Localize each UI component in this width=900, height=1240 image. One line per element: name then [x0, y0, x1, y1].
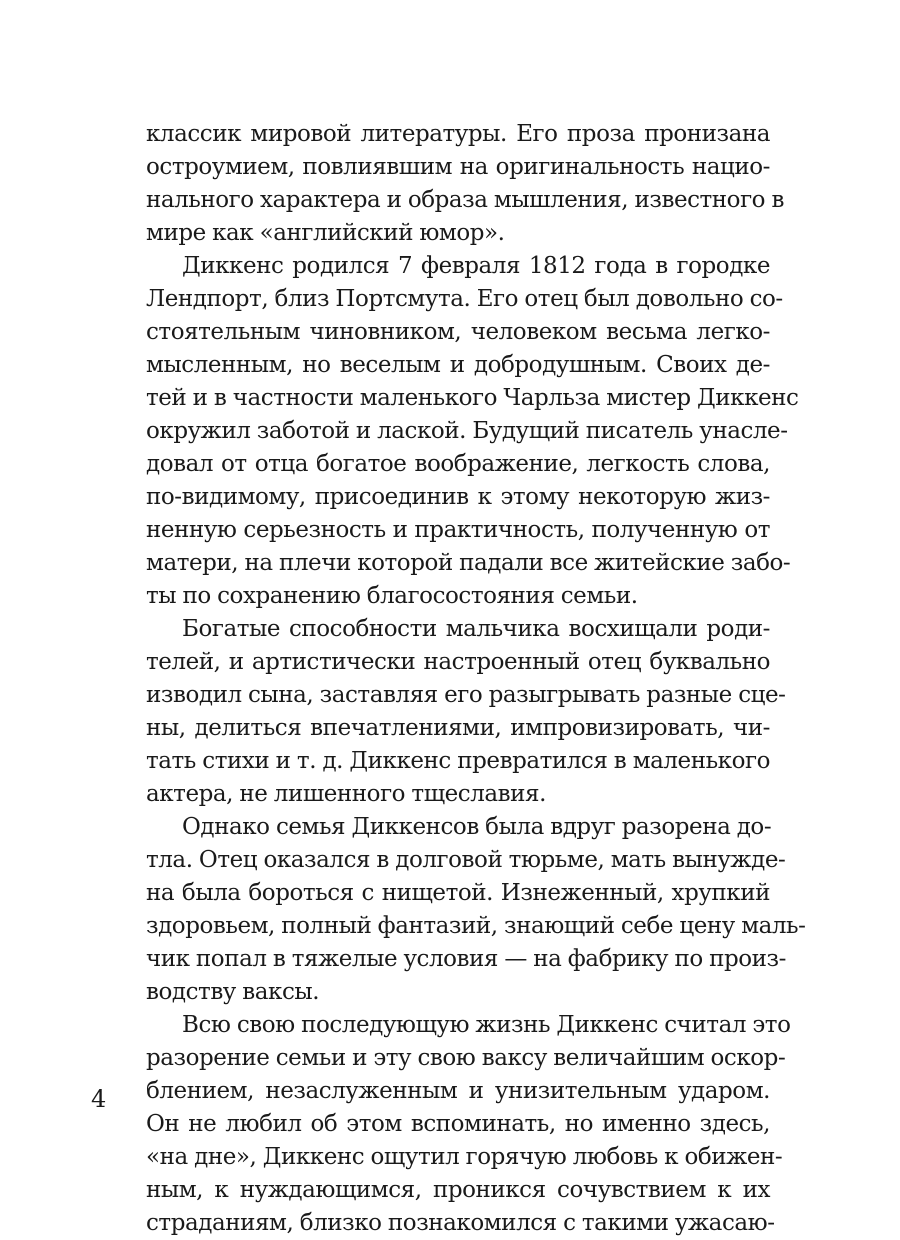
text-line: разорение семьи и эту свою ваксу величайшим оскор-	[146, 1045, 786, 1071]
text-line: нального характера и образа мышления, известного в	[146, 187, 784, 213]
text-line: чик попал в тяжелые условия — на фабрику по произ-	[146, 946, 786, 972]
text-line: блением, незаслуженным и унизительным ударом.	[146, 1078, 770, 1104]
text-line: здоровьем, полный фантазий, знающий себе цену маль-	[146, 913, 806, 939]
text-line: Он не любил об этом вспоминать, но именно здесь,	[146, 1111, 770, 1137]
text-line: мысленным, но веселым и добродушным. Своих де-	[146, 352, 770, 378]
text-line: ненную серьезность и практичность, полученную от	[146, 517, 770, 543]
text-line: на была бороться с нищетой. Изнеженный, хрупкий	[146, 880, 770, 906]
text-line: ны, делиться впечатлениями, импровизировать, чи-	[146, 715, 770, 741]
body-text	[146, 118, 806, 1240]
text-line: изводил сына, заставляя его разыгрывать разные сце-	[146, 682, 786, 708]
text-line: ным, к нуждающимся, проникся сочувствием к их	[146, 1177, 770, 1203]
text-line: страданиям, близко познакомился с такими ужасаю-	[146, 1210, 775, 1236]
text-line: тать стихи и т. д. Диккенс превратился в маленького	[146, 748, 770, 774]
text-line: «на дне», Диккенс ощутил горячую любовь к обижен-	[146, 1144, 783, 1170]
text-line: стоятельным чиновником, человеком весьма легко-	[146, 319, 770, 345]
text-line: классик мировой литературы. Его проза пронизана	[146, 121, 770, 147]
text-line: довал от отца богатое воображение, легкость слова,	[146, 451, 770, 477]
text-line: матери, на плечи которой падали все житейские забо-	[146, 550, 791, 576]
text-line: Богатые способности мальчика восхищали роди-	[182, 616, 770, 642]
text-line: мире как «английский юмор».	[146, 220, 505, 246]
text-line: актера, не лишенного тщеславия.	[146, 781, 546, 807]
text-line: тей и в частности маленького Чарльза мистер Диккенс	[146, 385, 799, 411]
text-line: Лендпорт, близ Портсмута. Его отец был довольно со-	[146, 286, 783, 312]
text-line: Диккенс родился 7 февраля 1812 года в городке	[182, 253, 770, 279]
text-line: тла. Отец оказался в долговой тюрьме, мать вынужде-	[146, 847, 786, 873]
text-line: телей, и артистически настроенный отец буквально	[146, 649, 770, 675]
text-line: ты по сохранению благосостояния семьи.	[146, 583, 638, 609]
text-line: водству ваксы.	[146, 979, 320, 1005]
text-line: остроумием, повлиявшим на оригинальность нацио-	[146, 154, 770, 180]
text-line: окружил заботой и лаской. Будущий писатель унасле-	[146, 418, 788, 444]
page-number: 4	[91, 1085, 107, 1113]
text-line: Всю свою последующую жизнь Диккенс считал это	[182, 1012, 791, 1038]
text-line: по-видимому, присоединив к этому некоторую жиз-	[146, 484, 770, 510]
text-line: Однако семья Диккенсов была вдруг разорена до-	[182, 814, 772, 840]
